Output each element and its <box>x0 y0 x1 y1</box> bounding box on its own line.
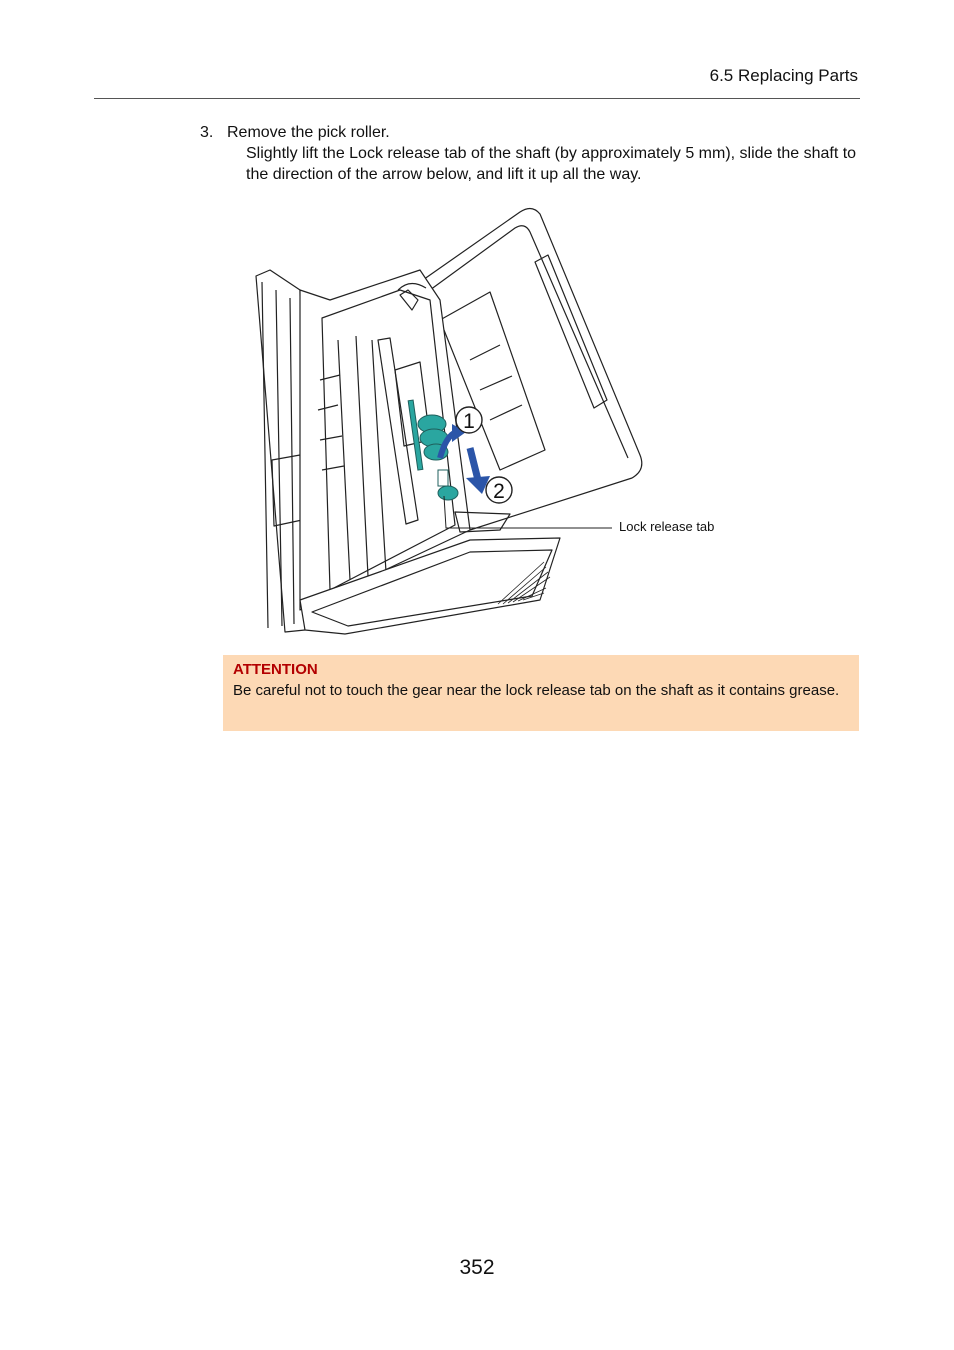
lock-release-tab-label: Lock release tab <box>619 519 715 534</box>
step-description: Slightly lift the Lock release tab of the shaft (by approximately 5 mm), slide the shaft to the direction of the arrow below, and lift it up all the way. <box>246 145 857 183</box>
section-title: 6.5 Replacing Parts <box>709 66 858 85</box>
step-title: Remove the pick roller. <box>227 124 390 141</box>
page-number: 352 <box>459 1256 495 1279</box>
svg-text:1: 1 <box>463 410 475 433</box>
header-divider <box>94 98 860 99</box>
attention-title: ATTENTION <box>233 661 318 678</box>
attention-text: Be careful not to touch the gear near the lock release tab on the shaft as it contains grease. <box>233 682 840 699</box>
left-panel <box>256 270 305 632</box>
attention-box <box>223 655 859 731</box>
svg-text:2: 2 <box>493 480 505 503</box>
scanner-illustration <box>250 198 750 642</box>
step-number: 3. <box>200 124 214 141</box>
